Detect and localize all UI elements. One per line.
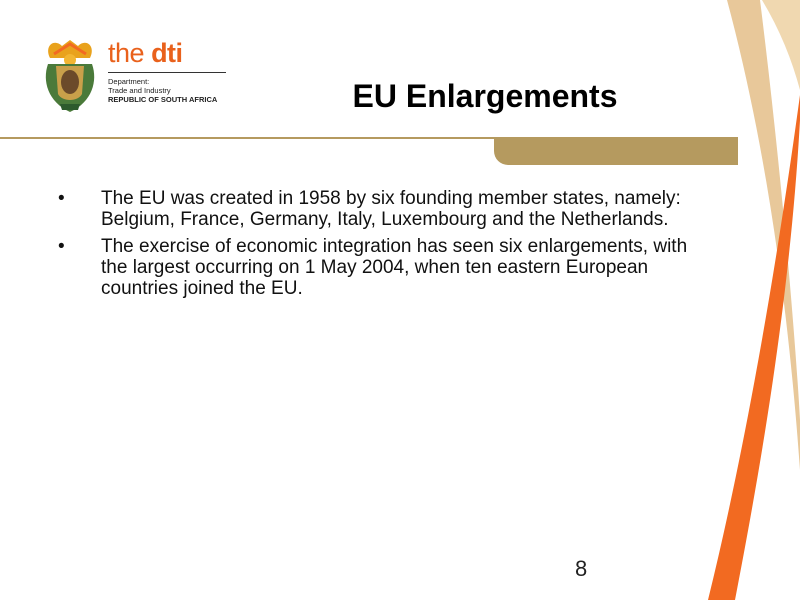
bullet-icon: • <box>58 236 65 257</box>
logo-divider <box>108 72 226 73</box>
slide-title: EU Enlargements <box>352 78 618 114</box>
department-label <box>108 77 217 104</box>
dept-line-2: Trade and Industry <box>108 86 171 95</box>
brand-the: the <box>108 38 145 68</box>
bullet-icon: • <box>58 188 65 209</box>
bullet-list <box>58 188 698 305</box>
dept-line-3: REPUBLIC OF SOUTH AFRICA <box>108 95 218 104</box>
page-number: 8 <box>575 556 588 581</box>
header-accent-bar <box>494 137 738 165</box>
brand-wordmark <box>108 38 183 68</box>
bullet-text: The exercise of economic integration has seen six enlargements, with the largest occurring on 1 May 2004, when ten eastern European countries joined the EU. <box>101 236 688 299</box>
coat-of-arms-icon <box>40 36 100 116</box>
dept-line-1: Department: <box>108 77 150 86</box>
bullet-text: The EU was created in 1958 by six founding member states, namely: Belgium, France, Germany, Italy, Luxembourg and the Netherlands. <box>101 188 681 230</box>
dti-logo <box>40 36 240 116</box>
list-item <box>58 236 698 299</box>
list-item <box>58 188 698 230</box>
brand-dti: dti <box>151 38 183 68</box>
